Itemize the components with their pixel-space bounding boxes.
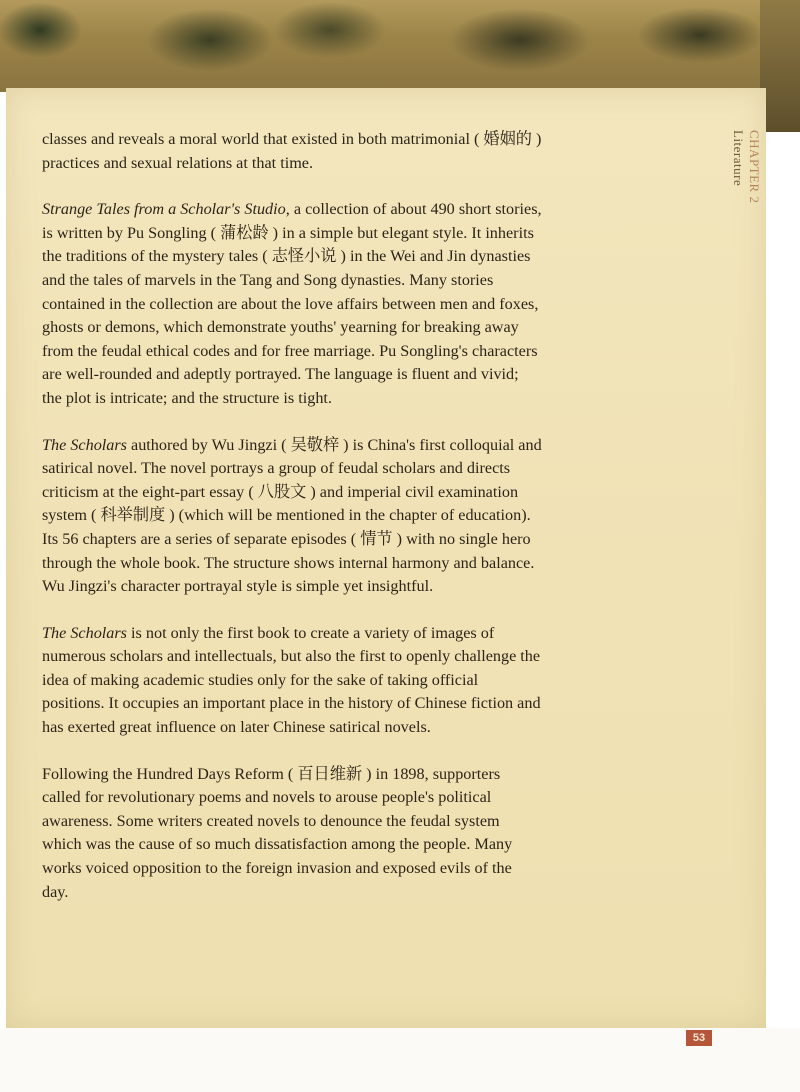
paragraph-text: Following the Hundred Days Reform ( 百日维新 ) in 1898, supporters called for revolutionary poems and novels to arouse people's political awareness. Some writers created novels to denounce the feudal system which was the cause of so much dissatisfaction among the people. Many works voiced opposition to the foreign invasion and exposed evils of the day. [42,764,513,901]
paragraph [42,434,542,599]
decorative-painting-banner [0,0,800,92]
chapter-subject: Literature [731,130,746,187]
book-title: The Scholars [42,435,127,454]
page-footer [0,1028,800,1092]
paragraph [42,198,542,410]
book-title: Strange Tales from a Scholar's Studio [42,200,286,219]
paragraph [42,763,542,905]
paragraph [42,128,542,175]
paragraph [42,622,542,740]
paragraph-text: is not only the first book to create a variety of images of numerous scholars and intellectuals, but also the first to openly challenge the idea of making academic studies only for the sake of taking official positions. It occupies an important place in the history of Chinese fiction and has exerted great influence on later Chinese satirical novels. [42,623,541,737]
banner-edge [760,0,800,132]
book-title: The Scholars [42,623,127,642]
page-number: 53 [686,1030,712,1046]
article-body [42,128,542,927]
paragraph-text: classes and reveals a moral world that existed in both matrimonial ( 婚姻的 ) practices and sexual relations at that time. [42,130,542,172]
chapter-label: CHAPTER 2 [747,130,762,204]
paragraph-text: , a collection of about 490 short stories, is written by Pu Songling ( 蒲松龄 ) in a simple but elegant style. It inherits the traditions of the mystery tales ( 志怪小说 ) in the Wei and Jin dynasties and the tales of marvels in the Tang and Song dynasties. Many stories contained in the collection are about the love affairs between men and foxes, ghosts or demons, which demonstrate youths' yearning for breaking away from the feudal ethical codes and for free marriage. Pu Songling's characters are well-rounded and adeptly portrayed. The language is fluent and vivid; the plot is intricate; and the structure is tight. [42,200,542,407]
paragraph-text: authored by Wu Jingzi ( 吴敬梓 ) is China's first colloquial and satirical novel. The novel portrays a group of feudal scholars and directs criticism at the eight-part essay ( 八股文 ) and imperial civil examination system ( 科举制度 ) (which will be mentioned in the chapter of education). Its 56 chapters are a series of separate episodes ( 情节 ) with no single hero through the whole book. The structure shows internal harmony and balance. Wu Jingzi's character portrayal style is simple yet insightful. [42,435,542,596]
chapter-tab [728,128,768,218]
